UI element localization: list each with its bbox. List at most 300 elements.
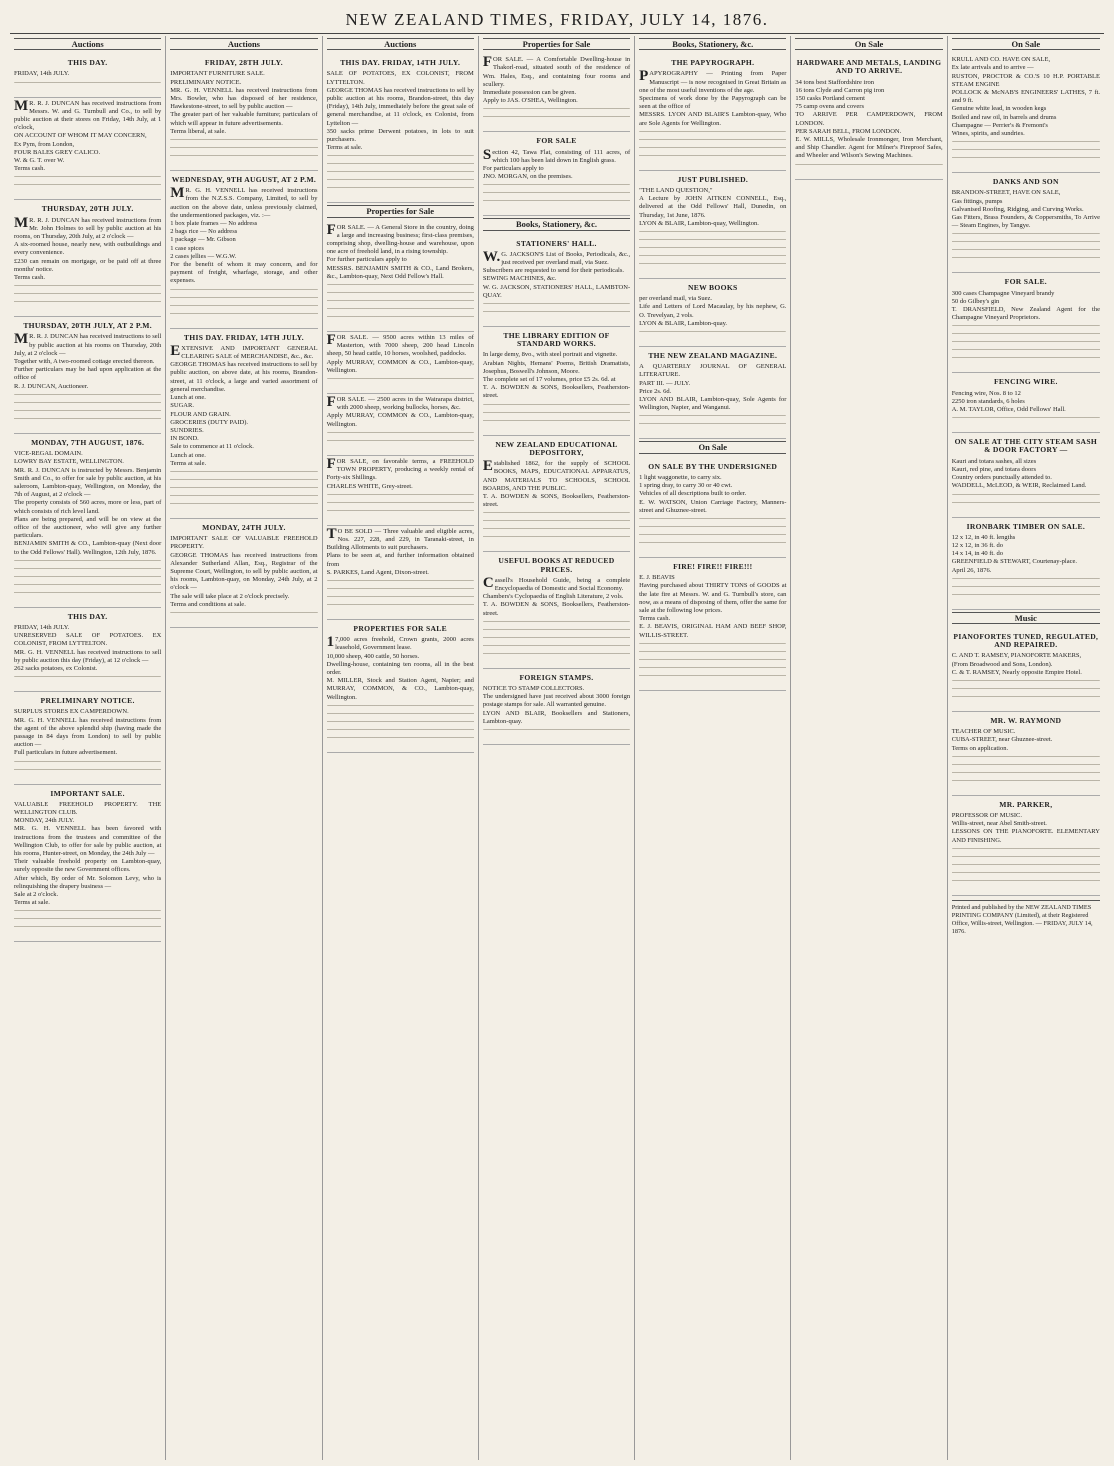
ad-text: C. AND T. RAMSEY, PIANOFORTE MAKERS, (951, 652, 1082, 660)
ad-text: MR. G. H. VENNELL has received instructions from the N.Z.S.S. Company, Limited, to sell by auction on the above date, unless previously claimed, the undermentioned packages, viz. :— (170, 185, 318, 219)
ad-heading: WEDNESDAY, 9TH AUGUST, AT 2 P.M. (171, 175, 317, 185)
ad-text: April 26, 1876. (951, 566, 992, 574)
ad-text: TO BE SOLD — Three valuable and eligible acres, Nos. 227, 228, and 229, in Taranaki-street, in Building Allotments to suit purchasers. (326, 525, 474, 552)
advertisement (639, 279, 786, 347)
ad-text: (From Broadwood and Sons, London). (951, 660, 1053, 668)
ad-heading: IMPORTANT SALE. (50, 788, 125, 798)
ad-text: For further particulars apply to (326, 256, 407, 264)
ad-text: FOUR BALES GREY CALICO. (14, 148, 101, 156)
ad-text: ON ACCOUNT OF WHOM IT MAY CONCERN, (14, 132, 147, 140)
fine-print-block (952, 494, 1100, 510)
ad-text: The undersigned have just received about 3000 foreign postage stamps for sale. All warranted genuine. (482, 693, 631, 709)
ad-heading: PIANOFORTES TUNED, REGULATED, AND REPAIRED. (953, 631, 1099, 650)
advertisement (170, 171, 317, 329)
ad-text: LESSONS ON THE PIANOFORTE. ELEMENTARY AND FINISHING. (951, 828, 1100, 844)
fine-print-block (639, 131, 786, 163)
advertisement (952, 628, 1100, 712)
fine-print-block (483, 108, 630, 124)
ad-text: Established 1862, for the supply of SCHOOL BOOKS, MAPS, EDUCATIONAL APPARATUS, AND MATERIALS TO SCHOOLS, SCHOOL BOARDS, AND THE PUBLIC. (482, 458, 631, 492)
ad-text: Section 42, Tawa Flat, consisting of 111 acres, of which 100 has been laid down in English grass. (482, 146, 631, 164)
ad-heading: MONDAY, 24TH JULY. (202, 522, 286, 532)
ad-text: Gas Fitters, Brass Founders, & Coppersmiths, To Arrive — Steam Engines, by Tangye. (951, 214, 1100, 230)
masthead: NEW ZEALAND TIMES, FRIDAY, JULY 14, 1876. (345, 10, 769, 29)
ad-text: PROFESSOR OF MUSIC. (951, 811, 1022, 819)
ad-text: GROCERIES (DUTY PAID). (170, 418, 248, 426)
ad-text: MR. G. H. VENNELL has been favored with instructions from the trustees and committee of the Wellington Club, to offer for sale by public auction, at his rooms, Hunter-street, on Monday, the 24th July — (14, 825, 162, 857)
ad-text: E. J. BEAVIS, ORIGINAL HAM AND BEEF SHOP, WILLIS-STREET. (639, 623, 787, 639)
ad-heading: JUST PUBLISHED. (677, 174, 749, 184)
fine-print-block (483, 303, 630, 319)
section-header: Music (952, 612, 1100, 624)
ad-text: PER SARAH BELL, FROM LONDON. (795, 127, 902, 135)
fine-print-block (639, 643, 786, 683)
ad-text: 16 tons Clyde and Carron pig iron (795, 86, 885, 94)
ad-text: The property consists of 560 acres, more or less, part of which consists of rich level land. (14, 499, 162, 515)
fine-print-block (327, 580, 474, 612)
ad-text: Willis-street, near Abel Smith-street. (951, 820, 1047, 828)
advertisement (483, 552, 630, 668)
fine-print-block (170, 139, 317, 163)
fine-print-block (14, 761, 161, 777)
ad-text: The greater part of her valuable furniture; particulars of which will appear in future advertisements. (170, 111, 318, 127)
ad-heading: IRONBARK TIMBER ON SALE. (966, 521, 1086, 531)
ad-text: Terms at sale. (170, 459, 207, 467)
ad-heading: FOR SALE. (1004, 277, 1048, 287)
ad-text: WADDELL, McLEOD, & WEIR, Reclaimed Land. (951, 482, 1087, 490)
fine-print-block (327, 378, 474, 386)
advertisement (170, 54, 317, 171)
ad-text: 1 box plate frames — No address (170, 220, 258, 228)
ad-text: SEWING MACHINES, &c. (482, 275, 557, 283)
ad-text: PART III. — JULY. (639, 379, 691, 387)
column-3 (323, 36, 479, 1460)
ad-heading: STATIONERS' HALL. (516, 238, 597, 248)
fine-print-block (952, 141, 1100, 165)
ad-text: Apply MURRAY, COMMON & CO., Lambton-quay, Wellington. (326, 412, 474, 428)
ad-heading: DANKS AND SON (992, 177, 1059, 187)
ad-text: 350 sacks prime Derwent potatoes, in lots to suit purchasers. (326, 127, 474, 144)
ad-text: Plans are being prepared, and will be on view at the office of the auctioneer, who will give any further particulars. (14, 515, 162, 540)
ad-text: per overland mail, via Suez. (639, 295, 713, 303)
advertisement (14, 54, 161, 97)
ad-text: Specimens of work done by the Papyrograph can be seen at the office of (639, 95, 787, 111)
advertisement (952, 712, 1100, 796)
column-4 (479, 36, 635, 1460)
ad-text: GREENFIELD & STEWART, Courtenay-place. (951, 558, 1077, 566)
ad-text: For the benefit of whom it may concern, and for payment of freight, wharfage, storage, and other expenses. (170, 261, 318, 285)
ad-text: LYON AND BLAIR, Booksellers and Stationers, Lambton-quay. (482, 709, 631, 725)
ad-text: BENJAMIN SMITH & CO., Lambton-quay (Next door to the Odd Fellows' Hall). Wellington, 12th July, 1876. (14, 540, 162, 556)
fine-print-block (952, 325, 1100, 365)
column-5 (635, 36, 791, 1460)
fine-print-block (14, 910, 161, 934)
ad-text: S. PARKES, Land Agent, Dixon-street. (326, 568, 429, 576)
ad-text: PRELIMINARY NOTICE. (170, 78, 242, 86)
ad-text: Wines, spirits, and sundries. (951, 130, 1025, 138)
advertisement (483, 54, 630, 132)
advertisement (14, 98, 161, 201)
ad-text: C. & T. RAMSEY, Nearly opposite Empire Hotel. (951, 668, 1082, 676)
ad-text: 1 spring dray, to carry 30 or 40 cwt. (639, 482, 733, 490)
ad-text: MONDAY, 24th JULY. (14, 817, 75, 825)
advertisement (483, 436, 630, 553)
section-header: Properties for Sale (327, 205, 474, 217)
ad-text: Ex late arrivals and to arrive — (951, 64, 1034, 72)
fine-print-block (14, 676, 161, 684)
fine-print-block (14, 176, 161, 192)
advertisement (327, 526, 474, 620)
printer-imprint: Printed and published by the NEW ZEALAND TIMES PRINTING COMPANY (Limited), at their Registered Office, Willis-street, Wellington. — FRIDAY, JULY 14, 1876. (952, 900, 1100, 936)
ad-text: MR. G. H. VENNELL has received instructions to sell by public auction this day (Friday), at 12 o'clock — (14, 648, 162, 664)
ad-text: FOR SALE. — A General Store in the country, doing a large and increasing business; first-class premises, comprising shop, dwelling-house and warehouse, upon one acre of freehold land, in a rising township. (326, 221, 474, 256)
ad-text: TEACHER OF MUSIC. (951, 728, 1016, 736)
ad-text: LYON & BLAIR, Lambton-quay. (639, 319, 728, 327)
fine-print-block (483, 621, 630, 661)
ad-text: 262 sacks potatoes, ex Colonist. (14, 664, 98, 672)
advertisement (14, 692, 161, 784)
ad-text: Boiled and raw oil, in barrels and drums (951, 113, 1057, 121)
fine-print-block (14, 285, 161, 309)
advertisement (327, 332, 474, 394)
ad-text: Sale at 2 o'clock. (14, 891, 59, 899)
advertisement (14, 608, 161, 692)
section-header: Books, Stationery, &c. (483, 218, 630, 230)
ad-text: MR. R. J. DUNCAN has received instructions to sell by public auction at his rooms on Thursday, 20th July, at 2 o'clock — (14, 331, 162, 357)
ad-text: After which, By order of Mr. Solomon Levy, who is relinquishing the drapery business — (14, 874, 162, 890)
advertisement (170, 519, 317, 628)
advertisement (952, 373, 1100, 433)
fine-print-block (639, 231, 786, 271)
advertisement (483, 327, 630, 436)
ad-text: Together with, A two-roomed cottage erected thereon. (14, 358, 155, 366)
ad-text: Champagne — Perrier's & Fremont's (951, 121, 1048, 129)
ad-text: 75 camp ovens and covers (795, 103, 864, 111)
ad-heading: ON SALE AT THE CITY STEAM SASH & DOOR FACTORY — (954, 437, 1098, 455)
fine-print-block (952, 756, 1100, 788)
advertisement (170, 329, 317, 519)
fine-print-block (483, 404, 630, 428)
ad-text: E. J. BEAVIS (639, 574, 675, 582)
column-2 (166, 36, 322, 1460)
ad-text: Immediate possession can be given. (482, 89, 577, 97)
ad-text: RUSTON, PROCTOR & CO.'S 10 H.P. PORTABLE STEAM ENGINE (951, 72, 1100, 88)
fine-print-block (483, 184, 630, 208)
ad-text: Arabian Nights, Hemans' Poems, British Dramatists, Josephus, Boswell's Johnson, Moore. (482, 359, 631, 375)
advertisement (14, 200, 161, 317)
ad-text: Plans to be seen at, and further information obtained from (326, 552, 474, 568)
ad-text: MESSRS. LYON AND BLAIR'S Lambton-quay, Who are Sole Agents for Wellington. (639, 111, 787, 127)
ad-text: LYON & BLAIR, Lambton-quay, Wellington. (639, 219, 759, 227)
section-header: Books, Stationery, &c. (639, 38, 786, 50)
fine-print-block (14, 82, 161, 90)
ad-text: W. G. JACKSON, STATIONERS' HALL, LAMBTON-QUAY. (482, 283, 631, 299)
ad-text: FOR SALE, on favorable terms, a FREEHOLD TOWN PROPERTY, producing a weekly rental of Forty-six Shillings. (326, 455, 474, 482)
advertisement (639, 458, 786, 558)
ad-text: Terms on application. (951, 744, 1009, 752)
ad-text: 2250 iron standards, 6 holes (951, 397, 1025, 405)
ad-text: W. & G. T. over W. (14, 157, 65, 165)
section-header: Properties for Sale (483, 38, 630, 50)
ad-text: For particulars apply to (482, 165, 544, 173)
fine-print-block (14, 394, 161, 426)
ad-text: MR. R. J. DUNCAN has received instructions from Mr. John Holmes to sell by public auction at his rooms, on Thursday, 20th July, at 2 o'clock — (14, 214, 162, 241)
ad-text: Apply MURRAY, COMMON & CO., Lambton-quay, Wellington. (326, 358, 474, 374)
ad-text: Terms cash. (639, 615, 671, 623)
advertisement (483, 235, 630, 327)
ad-text: FRIDAY, 14th JULY. (14, 70, 70, 78)
advertisement (639, 171, 786, 279)
ad-text: Terms at sale. (326, 144, 363, 152)
ad-text: The complete set of 17 volumes, price £5 2s. 6d. at (482, 376, 616, 384)
ad-heading: THIS DAY. FRIDAY, 14TH JULY. (183, 332, 304, 342)
ad-text: FOR SALE. — 9500 acres within 13 miles of Masterton, with 7000 sheep, 200 head Lincoln sheep, 50 head cattle, 10 horses, woolshed, paddocks. (326, 332, 474, 358)
ad-text: 300 cases Champagne Vineyard brandy (951, 289, 1055, 297)
ad-text: VICE-REGAL DOMAIN. (14, 450, 83, 458)
ad-text: 34 tons best Staffordshire iron (795, 78, 874, 86)
ad-text: LYON AND BLAIR, Lambton-quay, Sole Agents for Wellington, Napier, and Wanganui. (639, 396, 787, 412)
ad-text: Apply to JAS. O'SHEA, Wellington. (482, 97, 578, 105)
ad-text: £230 can remain on mortgage, or be paid off at three months' notice. (14, 257, 162, 273)
ad-text: SALE OF POTATOES, EX COLONIST, FROM LYTTELTON. (326, 70, 474, 86)
fine-print-block (952, 680, 1100, 704)
fine-print-block (170, 289, 317, 321)
ad-heading: THURSDAY, 20TH JULY, AT 2 P.M. (23, 321, 152, 331)
ad-text: Terms and conditions at sale. (170, 600, 246, 608)
advertisement (327, 456, 474, 526)
fine-print-block (952, 417, 1100, 425)
ad-text: T. A. BOWDEN & SONS, Booksellers, Featherston-street. (482, 384, 631, 400)
fine-print-block (327, 494, 474, 518)
ad-text: Kauri, red pine, and totara doors (951, 465, 1036, 473)
fine-print-block (327, 705, 474, 745)
fine-print-block (170, 471, 317, 511)
ad-text: 17,000 acres freehold, Crown grants, 2000 acres leasehold, Government lease. (326, 634, 474, 652)
newspaper-columns (10, 36, 1104, 1460)
ad-heading: HARDWARE AND METALS, LANDING AND TO ARRIVE. (796, 58, 942, 76)
ad-text: 1 case spices (170, 244, 204, 252)
ad-text: The sale will take place at 2 o'clock precisely. (170, 592, 290, 600)
ad-text: GEORGE THOMAS has received instructions from Alexander Sutherland Allan, Esq., Registrar of the Supreme Court, Wellington, to sell by public auction, at his rooms, Lambton-quay, on Monday, 24th July, at 2 o'clock — (170, 551, 318, 592)
fine-print-block (952, 578, 1100, 602)
ad-text: UNRESERVED SALE OF POTATOES. EX COLONIST, FROM LYTTELTON. (14, 632, 162, 648)
ad-text: Terms cash. (14, 274, 45, 282)
ad-text: Their valuable freehold property on Lambton-quay, surely opposite the new Government offices. (14, 858, 162, 874)
ad-heading: THURSDAY, 20TH JULY. (41, 204, 134, 214)
ad-text: FLOUR AND GRAIN. (170, 410, 231, 418)
ad-text: MR. R. J. DUNCAN has received instructions from Messrs. W. and G. Turnbull and Co., to sell by public auction at their stores on Friday, 14th July, at 1 o'clock, (14, 97, 162, 132)
ad-text: 2 bags rice — No address (170, 228, 238, 236)
ad-text: A QUARTERLY JOURNAL OF GENERAL LITERATURE. (639, 363, 787, 379)
ad-heading: THE LIBRARY EDITION OF STANDARD WORKS. (503, 331, 610, 349)
section-header: Auctions (170, 38, 317, 50)
ad-text: MR. G. H. VENNELL has received instructions from Mrs. Bowler, who has disposed of her residence, Hawkestone-street, to sell by public auction — (170, 86, 318, 111)
column-6 (791, 36, 947, 1460)
ad-text: TO ARRIVE PER CAMPERDOWN, FROM LONDON. (795, 111, 943, 127)
ad-text: M. MILLER, Stock and Station Agent, Napier; and MURRAY, COMMON, & CO., Lambton-quay, Wellington. (326, 677, 474, 701)
ad-text: Cassell's Household Guide, being a complete Encyclopaedia of Domestic and Social Economy. (482, 574, 631, 592)
ad-text: In large demy, 8vo., with steel portrait and vignette. (482, 351, 618, 359)
advertisement (14, 785, 161, 943)
ad-text: Subscribers are requested to send for their periodicals. (482, 267, 624, 275)
ad-text: Kauri and totara sashes, all sizes (951, 457, 1037, 465)
advertisement (639, 558, 786, 691)
ad-text: GEORGE THOMAS has received instructions to sell by public auction, on above date, at his rooms, Brandon-street, at 11 o'clock, a large and varied assortment of general merchandise. (170, 361, 318, 393)
ad-text: Vehicles of all descriptions built to order. (639, 490, 747, 498)
fine-print-block (952, 848, 1100, 888)
ad-heading: FRIDAY, 28TH JULY. (204, 58, 283, 68)
ad-heading: USEFUL BOOKS AT REDUCED PRICES. (498, 556, 615, 574)
ad-text: SUGAR. (170, 402, 194, 410)
ad-text: KRULL AND CO. HAVE ON SALE, (951, 56, 1051, 64)
ad-text: Terms cash. (14, 165, 45, 173)
ad-text: EXTENSIVE AND IMPORTANT GENERAL CLEARING SALE of MERCHANDISE, &c., &c. (170, 342, 318, 361)
ad-heading: FOREIGN STAMPS. (519, 672, 594, 682)
section-header: On Sale (952, 38, 1100, 50)
ad-text: Lunch at one. (170, 394, 206, 402)
ad-heading: THE NEW ZEALAND MAGAZINE. (648, 351, 778, 361)
ad-text: Galvanised Roofing, Ridging, and Curving Works. (951, 205, 1084, 213)
ad-text: Terms liberal, at sale. (170, 127, 226, 135)
advertisement (639, 347, 786, 439)
ad-text: E. W. MILLS, Wholesale Ironmonger, Iron Merchant, and Ship Chandler. Agent for Milner's Fireproof Safes, and Wheeler and Wilson's Sewing Machines. (795, 136, 943, 160)
column-1 (10, 36, 166, 1460)
advertisement (952, 173, 1100, 273)
section-header: Auctions (14, 38, 161, 50)
ad-text: Sale to commence at 11 o'clock. (170, 443, 254, 451)
advertisement (639, 54, 786, 171)
fine-print-block (639, 331, 786, 339)
advertisement (327, 54, 474, 203)
ad-text: Country orders punctually attended to. (951, 474, 1052, 482)
ad-text: LOWRY BAY ESTATE, WELLINGTON. (14, 458, 124, 466)
fine-print-block (14, 560, 161, 600)
ad-heading: PROPERTIES FOR SALE (353, 623, 448, 633)
ad-text: MESSRS. BENJAMIN SMITH & CO., Land Brokers, &c., Lambton-quay, Next Odd Fellow's Hall. (326, 264, 474, 280)
advertisement (14, 317, 161, 434)
advertisement (483, 132, 630, 216)
ad-heading: MR. PARKER, (999, 799, 1053, 809)
ad-text: Terms at sale. (14, 899, 50, 907)
ad-text: 10,000 sheep, 400 cattle, 50 horses. (326, 652, 420, 660)
fine-print-block (327, 155, 474, 195)
ad-text: CUBA-STREET, near Ghuznee-street. (951, 736, 1053, 744)
ad-text: T. A. BOWDEN & SONS, Booksellers, Featherston-street. (482, 601, 631, 617)
ad-text: Gas fittings, pumps (951, 197, 1003, 205)
ad-heading: NEW ZEALAND EDUCATIONAL DEPOSITORY, (495, 439, 618, 457)
ad-text: 2 cases jellies — W.G.W. (170, 252, 237, 260)
ad-text: IN BOND. (170, 435, 199, 443)
section-header: On Sale (795, 38, 942, 50)
advertisement (952, 273, 1100, 373)
fine-print-block (327, 284, 474, 324)
advertisement (327, 394, 474, 456)
ad-text: GEORGE THOMAS has received instructions to sell by public auction at his rooms, Brandon-street, this day (Friday), 14th July, immediately before the great sale of general merchandise, at 11 o'clock, ex Colonist, from Lyttelton — (326, 86, 474, 127)
masthead-rule (10, 33, 1104, 34)
ad-text: A six-roomed house, nearly new, with outbuildings and every convenience. (14, 241, 162, 257)
ad-text: Dwelling-house, containing ten rooms, all in the best order. (326, 660, 474, 676)
ad-text: R. J. DUNCAN, Auctioneer. (14, 382, 89, 390)
ad-text: POLLOCK & McNAB'S ENGINEERS' LATHES, 7 ft. and 9 ft. (951, 89, 1100, 105)
ad-text: Lunch at one. (170, 451, 206, 459)
advertisement (14, 434, 161, 608)
ad-text: Ex Pym, from London, (14, 140, 75, 148)
ad-heading: THIS DAY. (67, 611, 108, 621)
ad-text: MR. G. H. VENNELL has received instructions from the agent of the above splendid ship (having made the passage in 84 days from London) to sell by public auction — (14, 716, 162, 749)
advertisement (327, 222, 474, 332)
ad-text: Having purchased about THIRTY TONS of GOODS at the late fire at Messrs. W. and G. Turnbull's store, can now, as a means of disposing of them, offer the same for sale at the following low prices. (639, 582, 787, 614)
ad-text: 50 do Gilbey's gin (951, 297, 1000, 305)
ad-text: 12 x 12, in 36 ft. do (951, 541, 1003, 549)
ad-heading: ON SALE BY THE UNDERSIGNED (648, 461, 778, 471)
ad-text: PAPYROGRAPHY — Printing from Paper Manuscript — is now recognised in Great Britain as one of the most useful inventions of the age. (639, 68, 787, 94)
fine-print-block (483, 512, 630, 544)
ad-text: A. M. TAYLOR, Office, Odd Fellows' Hall. (951, 406, 1066, 414)
advertisement (952, 54, 1100, 173)
ad-text: NOTICE TO STAMP COLLECTORS. (482, 684, 585, 692)
fine-print-block (795, 164, 942, 172)
advertisement (483, 669, 630, 745)
section-header: On Sale (639, 441, 786, 453)
ad-text: FRIDAY, 14th JULY. (14, 623, 70, 631)
ad-text: Genuine white lead, in wooden kegs (951, 105, 1047, 113)
advertisement (795, 54, 942, 179)
advertisement (952, 433, 1100, 517)
ad-text: FOR SALE. — 2500 acres in the Wairarapa district, with 2000 sheep, working bullocks, horses, &c. (326, 394, 474, 412)
fine-print-block (327, 432, 474, 448)
ad-text: IMPORTANT SALE OF VALUABLE FREEHOLD PROPERTY. (170, 535, 318, 551)
ad-heading: FENCING WIRE. (993, 377, 1058, 387)
fine-print-block (483, 729, 630, 737)
ad-text: W.G. JACKSON'S List of Books, Periodicals, &c., just received per overland mail, via Suez. (482, 248, 631, 267)
ad-text: SUNDRIES. (170, 426, 204, 434)
ad-text: VALUABLE FREEHOLD PROPERTY. THE WELLINGTON CLUB. (14, 800, 162, 816)
ad-heading: THE PAPYROGRAPH. (671, 58, 755, 68)
ad-text: IMPORTANT FURNITURE SALE. (170, 70, 265, 78)
ad-text: 1 package — Mr. Gibson (170, 236, 236, 244)
column-7 (948, 36, 1104, 1460)
ad-text: 12 x 12, in 40 ft. lengths (951, 533, 1016, 541)
ad-text: Price 2s. 6d. (639, 387, 672, 395)
ad-text: Full particulars in future advertisement. (14, 749, 118, 757)
ad-heading: FIRE! FIRE!! FIRE!!! (673, 561, 753, 571)
ad-text: E. W. WATSON, Union Carriage Factory, Manners-street and Ghuznee-street. (639, 498, 787, 514)
ad-text: 1 light waggonette, to carry six. (639, 473, 722, 481)
ad-text: Fencing wire, Nos. 8 to 12 (951, 389, 1021, 397)
ad-text: "THE LAND QUESTION," (639, 187, 713, 195)
ad-text: Chambers's Cyclopaedia of English Literature, 2 vols. (482, 593, 624, 601)
fine-print-block (952, 233, 1100, 265)
ad-text: T. DRANSFIELD, New Zealand Agent for the Champagne Vineyard Proprietors. (951, 306, 1100, 322)
ad-heading: MR. W. RAYMOND (990, 715, 1062, 725)
ad-text: 14 x 14, in 40 ft. do (951, 550, 1003, 558)
ad-text: A Lecture by JOHN AITKEN CONNELL, Esq., delivered at the Odd Fellows' Hall, Dunedin, on Thursday, 1st June, 1876. (639, 195, 787, 219)
advertisement (952, 518, 1100, 610)
ad-text: T. A. BOWDEN & SONS, Booksellers, Featherston-street. (482, 492, 631, 509)
ad-text: SURPLUS STORES EX CAMPERDOWN. (14, 708, 129, 716)
ad-heading: FOR SALE (536, 136, 577, 146)
ad-text: MR. R. J. DUNCAN is instructed by Messrs. Benjamin Smith and Co., to offer for sale by public auction, at his saleroom, Lambton-quay, Wellington, on Monday, the 7th of August, at 2 o'clock — (14, 466, 162, 499)
ad-heading: THIS DAY. (67, 58, 108, 68)
section-header: Auctions (327, 38, 474, 50)
ad-heading: PRELIMINARY NOTICE. (40, 696, 135, 706)
ad-heading: MONDAY, 7TH AUGUST, 1876. (31, 437, 145, 447)
ad-text: Further particulars may be had upon application at the office of (14, 366, 162, 382)
ad-text: JNO. MORGAN, on the premises. (482, 173, 573, 181)
ad-text: CHARLES WHITE, Grey-street. (326, 482, 413, 490)
ad-text: BRANDON-STREET, HAVE ON SALE, (951, 189, 1061, 197)
advertisement (327, 620, 474, 753)
ad-text: 150 casks Portland cement (795, 95, 865, 103)
